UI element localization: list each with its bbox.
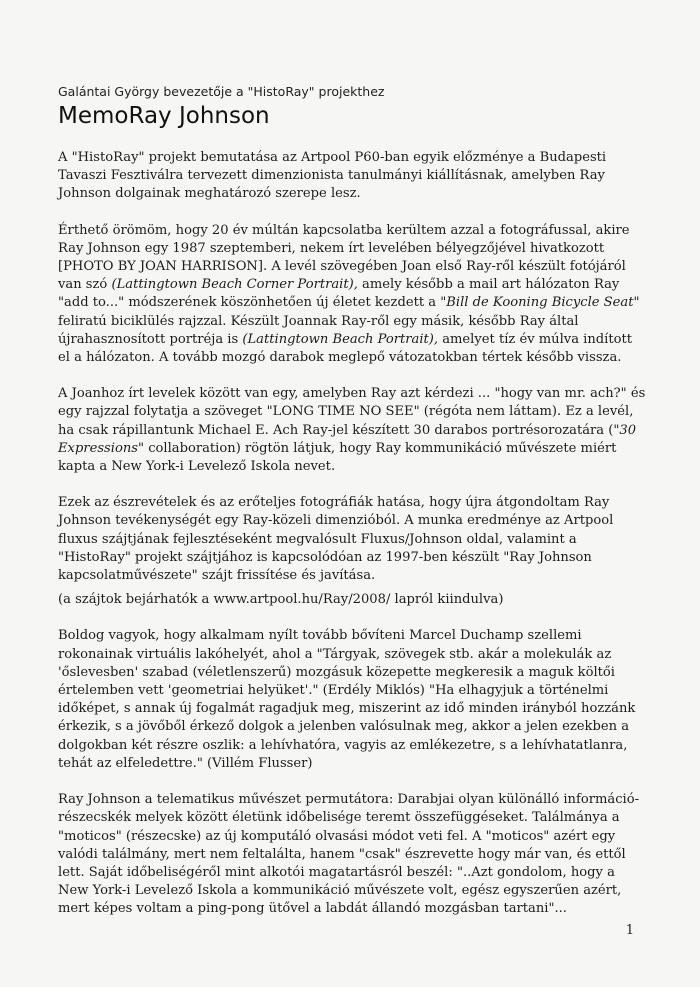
paragraph-text: A "HistoRay" projekt bemutatása az Artpool P60-ban egyik előzménye a Budapesti Tavaszi Fesztiválra tervezett dimenzionista tanulmányi kiállításnak, amelyben Ray Johnson dolgainak meghatározó szerepe lesz. <box>58 150 607 202</box>
paragraph-text: Ray Johnson a telematikus művészet permutátora: Darabjai olyan különálló információ-részecskék melyek között életünk időbelisége teremt összefüggéseket. Találmánya a "moticos" (részecske) az új komputáló olvasási módot veti fel. A "moticos" azért egy valódi találmány, mert nem feltalálta, hanem "csak" észrevette hogy már van, és ettől lett. Saját időbeliségéről mint alkotói magatartásról beszél: "..Azt gondolom, hogy a New York-i Levelező Iskola a kommunikáció művészete volt, egész egyszerűen azért, mert képes voltam a ping-pong ütővel a labdát állandó mozgásban tartani"... <box>58 792 640 917</box>
paragraph-photographer <box>58 222 646 368</box>
paragraph-telematic <box>58 791 646 918</box>
paragraph-letters <box>58 385 646 476</box>
paragraph-text: feliratú biciklülés rajzzal. Készült Joannak Ray-ről egy másik, később Ray által újrahasznosított portréja is <box>58 313 579 347</box>
paragraph-intro <box>58 149 646 204</box>
artwork-title: "Bill de Kooning Bicycle Seat" <box>440 295 640 311</box>
page-number: 1 <box>625 923 634 938</box>
document-title: MemoRay Johnson <box>58 103 270 129</box>
paragraph-text: (a szájtok bejárhatók a www.artpool.hu/Ray/2008/ lapról kiindulva) <box>58 592 504 608</box>
paragraph-text: amelyet tíz év múlva indított el a hálózaton. A tovább mozgó darabok meglepő vátozatokban tértek később vissza. <box>58 331 633 366</box>
paragraph-text: Ezek az észrevételek és az erőteljes fotográfiák hatása, hogy újra átgondoltam Ray Johnson tevékenységét egy Ray-közeli dimenzióból. A munka eredménye az Artpool fluxus szájtjának fejlesztéseként megvalósult Fluxus/Johnson oldal, valamint a "HistoRay" projekt szájtjához is kapcsolódóan az 1997-ben készült "Ray Johnson kapcsolatművészete" szájt frissítése és javítása. <box>58 495 614 584</box>
paragraph-text: A Joanhoz írt levelek között van egy, amelyben Ray azt kérdezi ... "hogy van mr. ach?" és egy rajzzal folytatja a szöveget "LONG TIME NO SEE" (régóta nem láttam). Ez a levél, ha csak rápillantunk Michael E. Ach Ray-jel készített 30 darabos portrésorozatára ( <box>58 386 646 438</box>
document-body <box>58 149 646 919</box>
paragraph-text: Boldog vagyok, hogy alkalmam nyílt tovább bővíteni Marcel Duchamp szellemi rokonainak virtuális lakóhelyét, ahol a "Tárgyak, szövegek stb. akár a molekulák az 'őslevesben' szabad (véletlenszerű) mozgásuk közepette megkeresik a maguk költői értelemben vett 'geometriai helyüket'." (Erdély Miklós) "Ha elhagyjuk a történelmi időképet, s annak új fogalmát ragadjuk meg, miszerint az idő minden irányból hozzánk érkezik, s a jövőből érkező dolgok a jelenben valósulnak meg, akkor a jelen ezekben a dolgokban két részre oszlik: a lehívhatóra, vagyis az emlékezetre, s a lehívhatatlanra, tehát az elfeledettre." (Villém Flusser) <box>58 628 636 771</box>
document-kicker: Galántai György bevezetője a "HistoRay" projekthez <box>58 84 385 99</box>
artwork-title: (Lattingtown Beach Portrait), <box>242 331 439 347</box>
document-page <box>58 84 646 937</box>
paragraph-text: amely később a mail art hálózaton Ray "add to..." módszerének köszönhetően új életet kezdett a <box>58 277 620 311</box>
artwork-title: (Lattingtown Beach Corner Portrait), <box>111 277 358 293</box>
paragraph-duchamp <box>58 627 646 773</box>
artwork-title: "30 Expressions" <box>58 422 637 456</box>
paragraph-text: collaboration) rögtön látjuk, hogy Ray kommunikáció művészete miért kapta a New York-i Levelező Iskola nevet. <box>58 440 617 475</box>
paragraph-site-note <box>58 591 646 609</box>
paragraph-text: Érthető örömöm, hogy 20 év múltán kapcsolatba kerültem azzal a fotográfussal, akire Ray Johnson egy 1987 szeptemberi, nekem írt levelében bélyegzőjével hivatkozott [PHOTO BY JOAN HARRISON]. A levél szövegében Joan első Ray-ről készült fotójáról van szó <box>58 222 630 293</box>
paragraph-observations <box>58 494 646 585</box>
